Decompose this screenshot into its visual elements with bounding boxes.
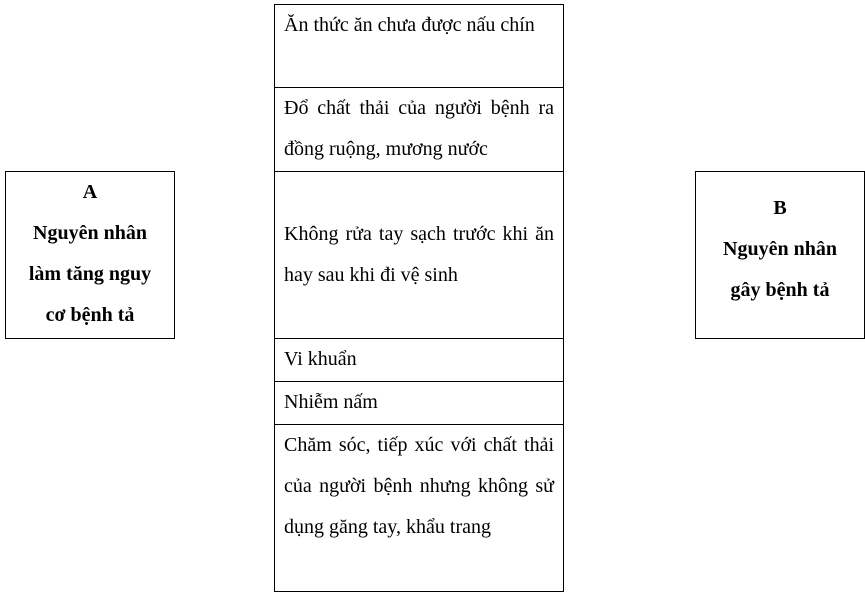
- box-b-line-1: Nguyên nhân: [723, 238, 837, 260]
- causes-list-table: [274, 4, 564, 592]
- table-row: [275, 339, 564, 382]
- box-a-line-3: cơ bệnh tả: [45, 304, 135, 326]
- cause-item: Nhiễm nấm: [275, 382, 564, 425]
- box-a-line-2: làm tăng nguy: [28, 263, 152, 285]
- table-row: [275, 425, 564, 592]
- box-a-line-1: Nguyên nhân: [33, 222, 147, 244]
- table-row: [275, 382, 564, 425]
- category-box-a: [5, 171, 175, 339]
- cause-item: Đổ chất thải của người bệnh ra đồng ruộng, mương nước: [275, 88, 564, 172]
- cause-item: Chăm sóc, tiếp xúc với chất thải của người bệnh nhưng không sử dụng găng tay, khẩu trang: [275, 425, 564, 592]
- cause-item: Ăn thức ăn chưa được nấu chín: [275, 5, 564, 88]
- table-row: [275, 88, 564, 172]
- category-box-b: [695, 171, 865, 339]
- cause-item: Vi khuẩn: [275, 339, 564, 382]
- table-row: [275, 5, 564, 88]
- table-row: [275, 172, 564, 339]
- cause-item: Không rửa tay sạch trước khi ăn hay sau khi đi vệ sinh: [275, 172, 564, 339]
- box-b-line-2: gây bệnh tả: [730, 279, 830, 301]
- box-a-letter: A: [82, 181, 98, 203]
- box-b-letter: B: [773, 197, 787, 219]
